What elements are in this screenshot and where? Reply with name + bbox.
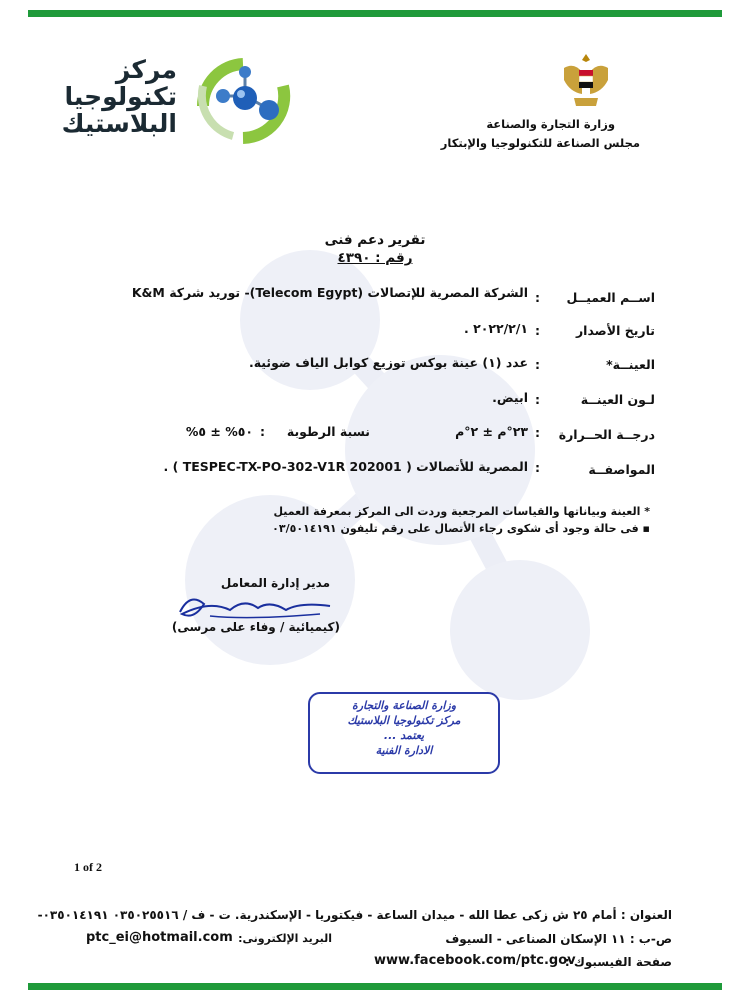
sample-colon: : [535,357,540,372]
footer-pobox: ص-ب : ١١ الإسكان الصناعى - السيوف [445,932,672,946]
date-label: تاريخ الأصدار [575,323,655,338]
note-sample-info: * العينة وبياناتها والقياسات المرجعية وردت الى المركز بمعرفة العميل [273,505,650,518]
temp-value: ٢٣°م ± ٢°م [455,424,528,439]
handwritten-signature-icon [170,590,340,624]
stamp-line-3: يعتمد ... [383,729,425,742]
footer-email-label: البريد الإلكترونى: [238,932,332,945]
stamp-line-4: الادارة الفنية [375,744,433,757]
spec-colon: : [535,460,540,475]
color-label: لـون العينــة [580,392,655,407]
council-name: مجلس الصناعة للتكنولوجيا والإبتكار [440,136,640,150]
humidity-value: ٥٠% ± ٥% [185,424,253,439]
page-number: 1 of 2 [74,860,102,874]
date-value: ٢٠٢٢/٢/١ . [463,321,528,336]
client-label: اســم العميــل [566,290,655,305]
humidity-label: نسبة الرطوبة [286,424,370,439]
spec-label: المواصفــة [588,462,655,477]
stamp-line-2: مركز تكنولوجيا البلاستيك [347,714,461,727]
sample-label: العينــة* [606,357,655,372]
humidity-colon: : [260,424,265,439]
approval-stamp [308,692,500,774]
footer-email[interactable]: ptc_ei@hotmail.com [86,930,233,945]
top-green-bar [28,10,722,17]
temp-label: درجــة الحــرارة [558,427,655,442]
client-value: الشركة المصرية للإتصالات (Telecom Egypt)- توريد شركة K&M [131,285,528,300]
footer-facebook-link[interactable]: www.facebook.com/ptc.gov [374,953,576,968]
color-value: ابيض. [492,390,528,405]
color-colon: : [535,392,540,407]
bottom-green-bar [28,983,722,990]
sample-value: عدد (١) عينة بوكس توزيع كوابل الياف ضوئية. [248,355,528,370]
ptc-logo-text [17,56,177,137]
ptc-name-line-3: البلاستيك [61,109,177,138]
client-colon: : [535,290,540,305]
ptc-name-line-1: مركز [115,55,177,84]
date-colon: : [535,323,540,338]
footer-facebook-label: صفحة الفيسبوك : [564,955,672,969]
note-complaints-text: فى حالة وجود أى شكوى رجاء الأتصال على رقم تليفون ٠٣/٥٠١٤١٩١ [272,522,639,535]
signatory-name: (كيميائية / وفاء على مرسى) [171,620,340,634]
ptc-name-line-2: تكنولوجيا [64,82,177,111]
spec-value: المصرية للأتصالات ( TESPEC-TX-PO-302-V1R 202001 ) . [163,459,528,474]
egypt-eagle-emblem-icon [560,48,612,114]
ptc-logo-icon [183,46,303,146]
signature-title: مدير إدارة المعامل [220,576,330,590]
footer-address: العنوان : أمام ٢٥ ش زكى عطا الله - ميدان الساعة - فيكتوريا - الإسكندرية. ت - ف / ٠٣٥٠٢٥٥١٦ ٠٣٥٠١٤١٩١- [37,908,672,922]
stamp-line-1: وزارة الصناعة والتجارة [351,699,457,712]
note-complaints: ▪ فى حالة وجود أى شكوى رجاء الأتصال على رقم تليفون ٠٣/٥٠١٤١٩١ [272,522,650,535]
temp-colon: : [535,425,540,440]
report-title: تقرير دعم فنى [324,232,426,248]
ministry-name: وزارة التجارة والصناعة [486,117,615,131]
report-number: رقم : ٤٣٩٠ [337,250,413,266]
